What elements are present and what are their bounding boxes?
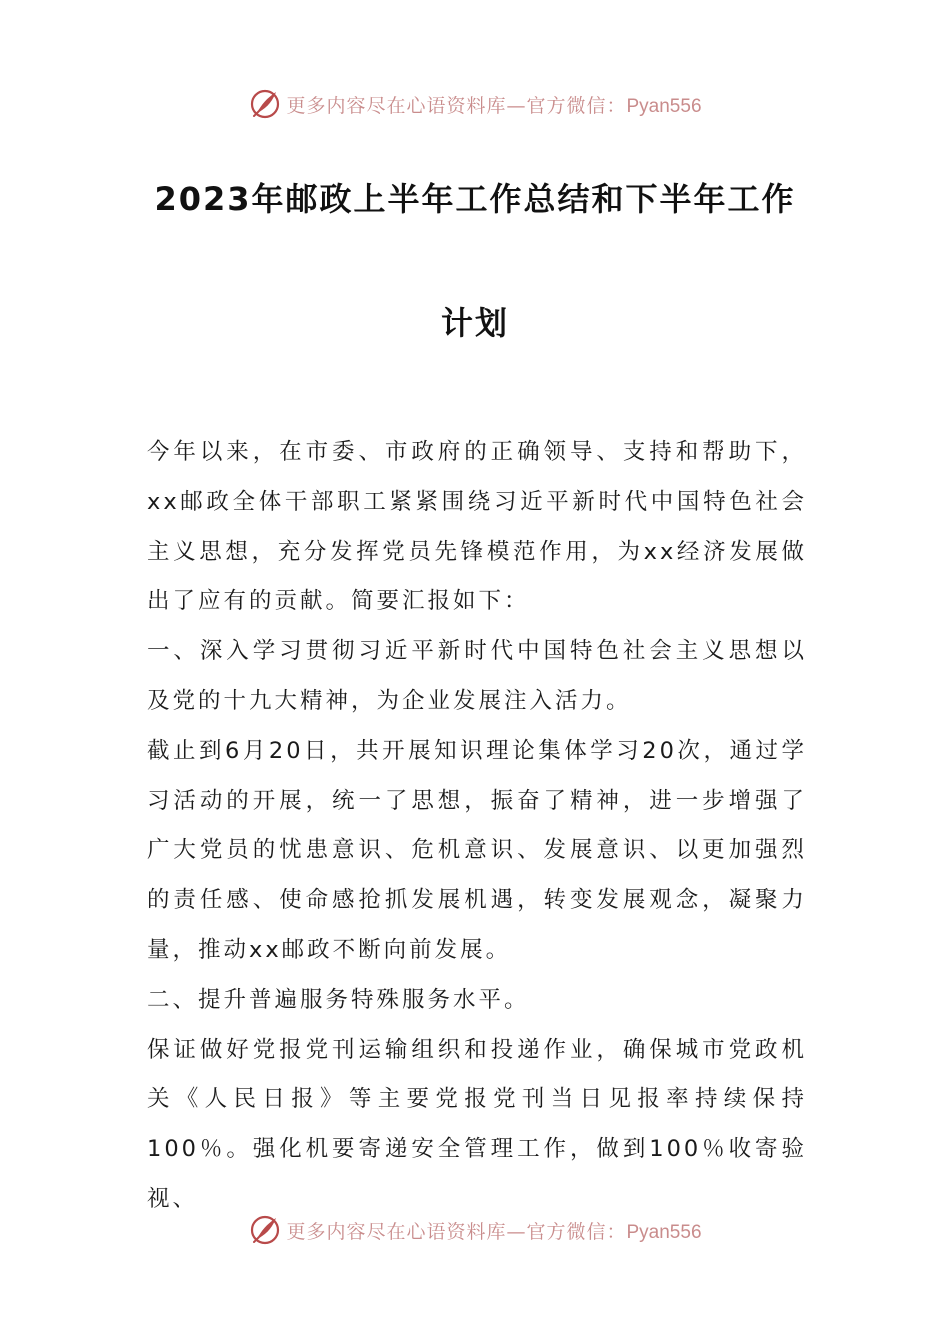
document-title-line-2: 计划 xyxy=(440,304,509,342)
body-paragraph: 截止到6月20日，共开展知识理论集体学习20次，通过学习活动的开展，统一了思想，振奋了精神，进一步增强了广大党员的忧患意识、危机意识、发展意识、以更加强烈的责任感、使命感抢抓发展机遇，转变发展观念，凝聚力量，推动xx邮政不断向前发展。 xyxy=(147,737,807,963)
section-heading: 二、提升普遍服务特殊服务水平。 xyxy=(147,986,530,1013)
body-paragraph: 今年以来，在市委、市政府的正确领导、支持和帮助下，xx邮政全体干部职工紧紧围绕习近平新时代中国特色社会主义思想，充分发挥党员先锋模范作用，为xx经济发展做出了应有的贡献。简要汇报如下： xyxy=(147,439,807,615)
feather-quill-icon xyxy=(248,87,282,121)
watermark-text: 更多内容尽在心语资料库—官方微信：Pyan556 xyxy=(286,1220,702,1243)
feather-quill-icon xyxy=(248,1213,282,1247)
watermark-text: 更多内容尽在心语资料库—官方微信：Pyan556 xyxy=(286,94,702,117)
watermark-banner-top xyxy=(0,84,950,124)
section-heading: 一、深入学习贯彻习近平新时代中国特色社会主义思想以及党的十九大精神，为企业发展注入活力。 xyxy=(147,638,807,714)
body-paragraph: 保证做好党报党刊运输组织和投递作业，确保城市党政机关《人民日报》等主要党报党刊当日见报率持续保持100％。强化机要寄递安全管理工作，做到100％收寄验视、 xyxy=(147,1036,807,1212)
document-body xyxy=(147,428,807,1225)
watermark-banner-bottom xyxy=(0,1210,950,1250)
document-title-line-1: 2023年邮政上半年工作总结和下半年工作 xyxy=(154,180,796,218)
